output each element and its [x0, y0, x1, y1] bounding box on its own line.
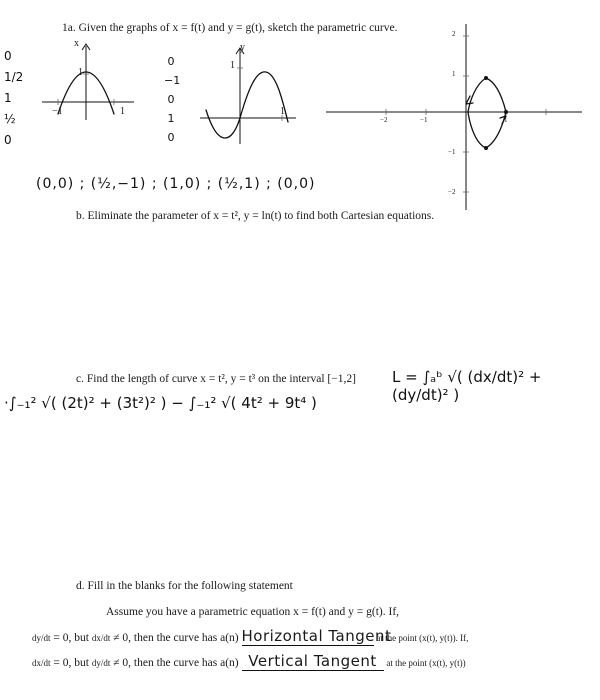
q1c-prompt: c. Find the length of curve x = t², y = t³ on the interval [−1,2]: [76, 373, 356, 385]
line1-cond-b: dx/dt: [91, 633, 111, 643]
line1-end: at the point (x(t), y(t)). If,: [376, 633, 469, 643]
x-col-1: −1: [164, 74, 181, 87]
x-col-4: 0: [167, 131, 175, 144]
g-right-label: 1: [280, 106, 285, 117]
arc-length-work: ·∫₋₁² √( (2t)² + (3t²)² ) − ∫₋₁² √( 4t² + 9t⁴ ): [4, 394, 317, 412]
line2-mid: = 0, but: [53, 657, 89, 669]
margin-t-4: 0: [4, 133, 12, 147]
answer1-blank[interactable]: Horizontal Tangent: [241, 627, 392, 645]
q1d-assume: Assume you have a parametric equation x = f(t) and y = g(t). If,: [106, 606, 400, 618]
x-col-0: 0: [167, 55, 175, 68]
arc-length-formula: L = ∫ₐᵇ √( (dx/dt)² + (dy/dt)² ): [392, 368, 542, 404]
line2-cond-b: dy/dt: [91, 658, 111, 668]
margin-t-0: 0: [4, 49, 12, 63]
line1-mid: = 0, but: [53, 632, 89, 644]
f-left-label: −1: [52, 106, 63, 117]
answer2-blank[interactable]: Vertical Tangent: [242, 652, 384, 671]
line1-tail: ≠ 0, then the curve has a(n): [113, 632, 239, 644]
line2-tail: ≠ 0, then the curve has a(n): [113, 657, 239, 669]
pc-y-mid-bottom: −1: [448, 148, 456, 156]
q1d-heading: d. Fill in the blanks for the following statement: [76, 580, 293, 592]
margin-t-2: 1: [4, 91, 12, 105]
pc-x-left1: −2: [380, 116, 388, 124]
handwritten-points: (0,0) ; (½,−1) ; (1,0) ; (½,1) ; (0,0): [36, 176, 316, 192]
line2-end: at the point (x(t), y(t)): [386, 658, 466, 668]
f-peak-label: 1: [78, 67, 83, 78]
x-col-2: 0: [167, 93, 175, 106]
graph-g-of-t: [196, 40, 306, 150]
pc-y-mid-top: 1: [452, 70, 456, 78]
f-axis-label: x: [74, 38, 79, 49]
margin-t-1: 1/2: [4, 70, 24, 84]
margin-t-values: [4, 46, 23, 151]
pc-y-bottom: −2: [448, 188, 456, 196]
q1b-prompt: b. Eliminate the parameter of x = t², y = ln(t) to find both Cartesian equations.: [76, 210, 435, 222]
q1a-title: 1a. Given the graphs of x = f(t) and y = g(t), sketch the parametric curve.: [62, 22, 398, 34]
pc-x-right: 1: [504, 116, 508, 124]
pc-x-left2: −1: [420, 116, 428, 124]
q1d-line1: [32, 627, 468, 646]
margin-t-3: ½: [4, 112, 16, 126]
f-right-label: 1: [120, 106, 125, 117]
line1-cond-a: dy/dt: [32, 633, 51, 643]
line2-cond-a: dx/dt: [32, 658, 51, 668]
g-axis-label: y: [240, 42, 245, 53]
x-values-column: [164, 52, 181, 147]
g-peak-label: 1: [230, 60, 235, 71]
pc-y-top: 2: [452, 30, 456, 38]
x-col-3: 1: [167, 112, 175, 125]
q1d-line2: [32, 652, 466, 671]
